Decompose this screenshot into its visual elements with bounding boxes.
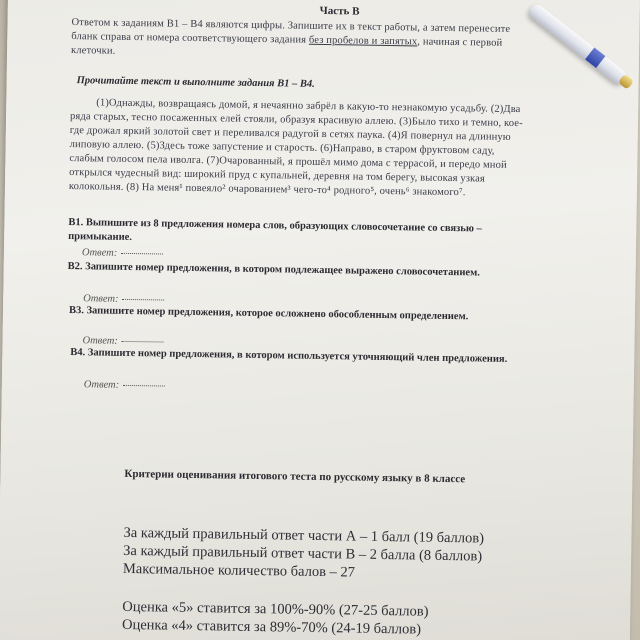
- instructions-line-1: Ответом к заданиям В1 – В4 являются цифры. Запишите их в текст работы, а затем перенесите: [71, 17, 511, 35]
- answer-blank: [121, 253, 163, 255]
- task-b1-line-1: В1. Выпишите из 8 предложения номера слов, образующих словосочетание со связью –: [68, 217, 482, 235]
- instructions-line-3: клеточки.: [70, 45, 116, 57]
- criteria-line-3: Максимальное количество балов – 27: [122, 560, 356, 581]
- text-line-1: (1)Однажды, возвращаясь домой, я нечаянно забрёл в какую-то незнакомую усадьбу. (2)Два: [96, 97, 521, 116]
- part-title: Часть В: [319, 4, 360, 18]
- answer-label: Ответ:: [82, 335, 118, 347]
- text-line-5: слабым голосом пела иволга. (7)Очарованный, я прошёл мимо дома с террасой, и передо мной: [69, 153, 507, 171]
- task-b4-line: В4. Запишите номер предложения, в котором используется уточняющий член предложения.: [70, 347, 508, 365]
- text-line-4: липовую аллею. (5)Здесь тоже запустение и старость. (6)Направо, в старом фруктовом саду,: [69, 139, 495, 157]
- text-line-2: ряда старых, тесно посаженных елей стояли, образуя красивую аллею. (3)Было тихо и темно, кое-: [69, 111, 523, 130]
- answer-label: Ответ:: [83, 379, 120, 391]
- task-b1-line-2: примыкание.: [68, 231, 133, 244]
- task-b1-answer: [82, 246, 164, 261]
- text-line-3: где дрожал яркий золотой свет и переливался радугой в сетях паука. (4)Я повернул на длинную: [69, 125, 511, 143]
- task-b3-line: В3. Запишите номер предложения, которое осложнено обособленным определением.: [68, 305, 469, 323]
- answer-blank: [122, 299, 164, 301]
- criteria-line-2: За каждый правильный ответ части В – 2 балла (8 баллов): [123, 542, 483, 565]
- instructions-underlined: без пробелов и запятых: [308, 34, 418, 48]
- read-task-heading: Прочитайте текст и выполните задания В1 – В4.: [76, 75, 315, 90]
- answer-label: Ответ:: [81, 247, 118, 259]
- answer-blank: [122, 341, 164, 343]
- text-line-7: колокольня. (8) На меня¹ повеяло² очарованием³ чего-то⁴ родного⁵, очень⁶ знакомого⁷.: [68, 181, 466, 199]
- answer-label: Ответ:: [83, 293, 119, 305]
- task-b4-answer: [84, 378, 166, 393]
- criteria-line-1: За каждый правильный ответ части А – 1 балл (19 баллов): [123, 524, 485, 547]
- grade-line-2: Оценка «4» ставится за 89%-70% (24-19 баллов): [121, 616, 422, 638]
- answer-blank: [123, 385, 165, 387]
- task-b2-line: В2. Запишите номер предложения, в котором подлежащее выражено словосочетанием.: [67, 261, 480, 279]
- instructions-text: бланк справа от номера соответствующего задания: [71, 31, 307, 46]
- instructions-tail: , начиная с первой: [417, 36, 503, 49]
- grade-line-1: Оценка «5» ставится за 100%-90% (27-25 баллов): [122, 598, 429, 620]
- criteria-title: Критерии оценивания итогового теста по русскому языку в 8 классе: [124, 467, 466, 486]
- text-line-6: открылся чудесный вид: широкий пруд с купальней, деревня на том берегу, высокая узкая: [69, 167, 486, 185]
